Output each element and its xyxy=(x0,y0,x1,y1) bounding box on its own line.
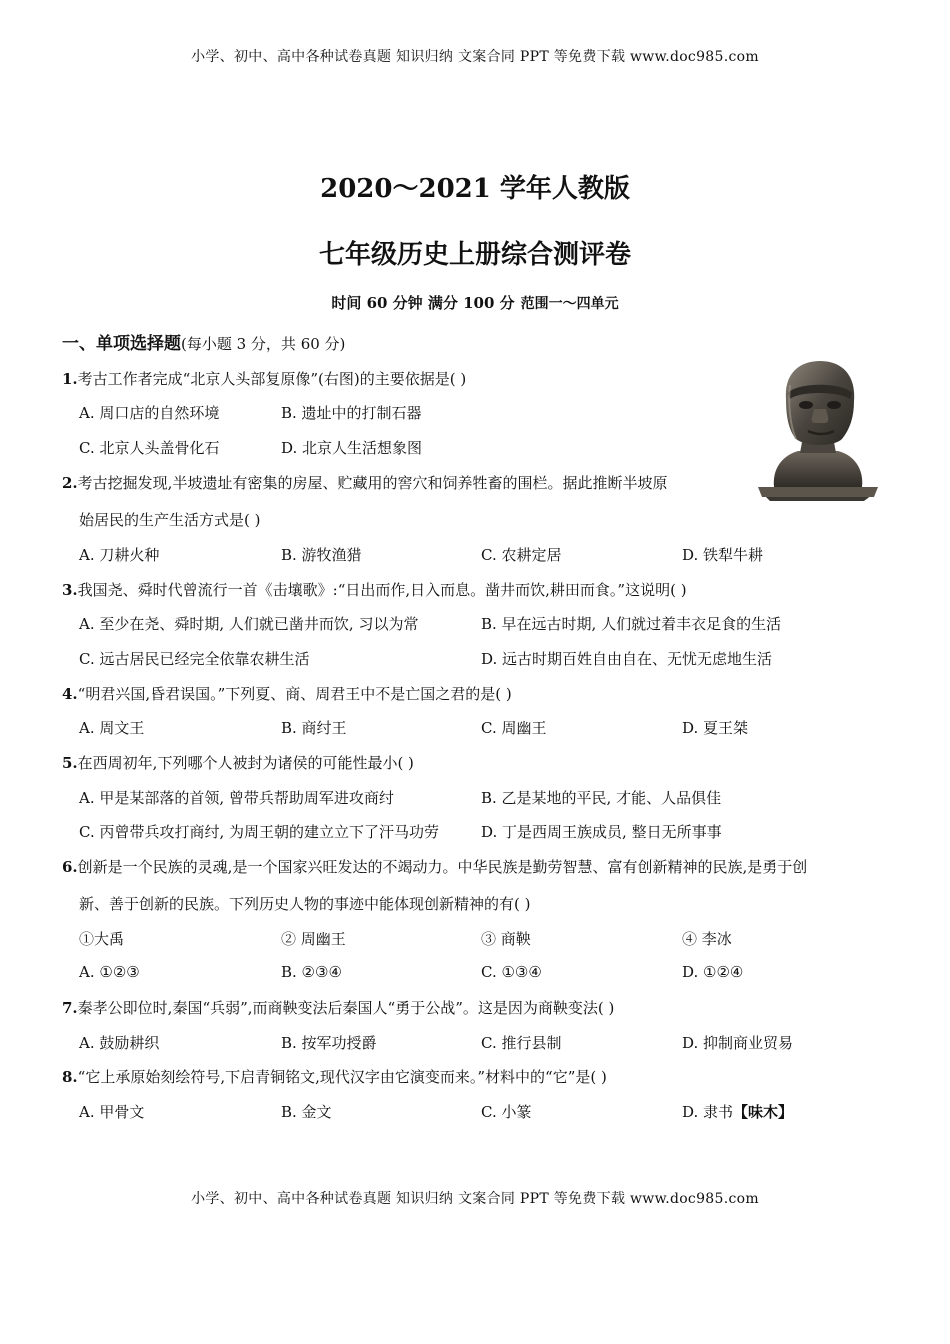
section-title: 一、单项选择题 xyxy=(62,334,181,354)
question-8-options xyxy=(0,1101,950,1123)
exam-range: 范围一～四单元 xyxy=(520,296,619,312)
exam-meta xyxy=(0,292,950,313)
question-2-cont: 始居民的生产生活方式是( ) xyxy=(79,511,261,529)
question-3-options-2 xyxy=(0,648,950,670)
question-6-options xyxy=(0,963,950,985)
option-d: D. 北京人生活想象图 xyxy=(281,439,423,457)
question-3-options xyxy=(0,613,950,635)
option-a: A. 甲是某部落的首领, 曾带兵帮助周军进攻商纣 xyxy=(79,789,394,807)
option-a: A. 鼓励耕织 xyxy=(79,1034,160,1052)
question-7: 7.秦孝公即位时,秦国“兵弱”,而商鞅变法后秦国人“勇于公战”。这是因为商鞅变法( ) xyxy=(62,999,615,1017)
option-d: D. 夏王桀 xyxy=(682,719,749,737)
item-4: ④ 李冰 xyxy=(682,930,732,948)
option-c: C. 北京人头盖骨化石 xyxy=(79,439,220,457)
option-c: C. 推行县制 xyxy=(481,1034,562,1052)
option-b: B. 乙是某地的平民, 才能、人品俱佳 xyxy=(481,789,722,807)
option-b: B. 金文 xyxy=(281,1103,332,1121)
question-2: 2.考古挖掘发现,半坡遗址有密集的房屋、贮藏用的窖穴和饲养牲畜的围栏。据此推断半坡原 xyxy=(62,474,668,492)
time-score: 时间 60 分钟 满分 100 分 xyxy=(331,294,515,312)
question-6: 6.创新是一个民族的灵魂,是一个国家兴旺发达的不竭动力。中华民族是勤劳智慧、富有创新精神的民族,是勇于创 xyxy=(62,858,808,876)
question-1: 1.考古工作者完成“北京人头部复原像”(右图)的主要依据是( ) xyxy=(62,370,467,388)
option-d: D. ①②④ xyxy=(682,963,744,981)
option-a: A. 甲骨文 xyxy=(79,1103,145,1121)
option-d: D. 远古时期百姓自由自在、无忧无虑地生活 xyxy=(481,650,773,668)
question-6-items xyxy=(0,928,950,950)
watermark-tag: 【味木】 xyxy=(733,1103,794,1121)
option-b: B. 遗址中的打制石器 xyxy=(281,404,422,422)
option-b: B. 游牧渔猎 xyxy=(281,546,362,564)
question-1-options-2 xyxy=(0,437,950,459)
peking-man-bust-image xyxy=(754,355,882,503)
option-d: D. 隶书【味木】 xyxy=(682,1103,794,1121)
question-4-options xyxy=(0,717,950,739)
question-1-options xyxy=(0,402,950,424)
section-note: (每小题 3 分，共 60 分) xyxy=(181,335,346,353)
item-1: ①大禹 xyxy=(79,930,125,948)
option-b: B. 早在远古时期, 人们就过着丰衣足食的生活 xyxy=(481,615,782,633)
question-4: 4.“明君兴国,昏君误国。”下列夏、商、周君王中不是亡国之君的是( ) xyxy=(62,685,512,703)
option-a: A. 周文王 xyxy=(79,719,145,737)
option-c: C. 周幽王 xyxy=(481,719,547,737)
exam-title: 七年级历史上册综合测评卷 xyxy=(318,240,631,270)
option-c: C. 农耕定居 xyxy=(481,546,562,564)
question-5-options xyxy=(0,787,950,809)
exam-title-year: 2020～2021 学年人教版 xyxy=(320,174,630,204)
option-c: C. 小篆 xyxy=(481,1103,532,1121)
item-2: ② 周幽王 xyxy=(281,930,346,948)
page-footer: 小学、初中、高中各种试卷真题 知识归纳 文案合同 PPT 等免费下载 www.doc985.com xyxy=(191,1191,759,1207)
option-d: D. 丁是西周王族成员, 整日无所事事 xyxy=(481,823,722,841)
option-a: A. 刀耕火种 xyxy=(79,546,160,564)
option-c: C. ①③④ xyxy=(481,963,542,981)
option-a: A. 至少在尧、舜时期, 人们就已凿井而饮, 习以为常 xyxy=(79,615,419,633)
option-b: B. ②③④ xyxy=(281,963,342,981)
option-a: A. ①②③ xyxy=(79,963,140,981)
option-c: C. 丙曾带兵攻打商纣, 为周王朝的建立立下了汗马功劳 xyxy=(79,823,440,841)
question-5-options-2 xyxy=(0,821,950,843)
question-3: 3.我国尧、舜时代曾流行一首《击壤歌》:“日出而作,日入而息。凿井而饮,耕田而食。”这说明( ) xyxy=(62,581,687,599)
option-b: B. 按军功授爵 xyxy=(281,1034,377,1052)
question-2-options xyxy=(0,544,950,566)
item-3: ③ 商鞅 xyxy=(481,930,531,948)
question-7-options xyxy=(0,1032,950,1054)
question-5: 5.在西周初年,下列哪个人被封为诸侯的可能性最小( ) xyxy=(62,754,414,772)
option-a: A. 周口店的自然环境 xyxy=(79,404,220,422)
question-8: 8.“它上承原始刻绘符号,下启青铜铭文,现代汉字由它演变而来。”材料中的“它”是( ) xyxy=(62,1068,607,1086)
option-d: D. 抑制商业贸易 xyxy=(682,1034,794,1052)
section-heading xyxy=(62,329,345,354)
question-6-cont: 新、善于创新的民族。下列历史人物的事迹中能体现创新精神的有( ) xyxy=(79,895,531,913)
option-c: C. 远古居民已经完全依靠农耕生活 xyxy=(79,650,310,668)
page-header: 小学、初中、高中各种试卷真题 知识归纳 文案合同 PPT 等免费下载 www.doc985.com xyxy=(191,49,759,65)
option-b: B. 商纣王 xyxy=(281,719,347,737)
option-d: D. 铁犁牛耕 xyxy=(682,546,764,564)
